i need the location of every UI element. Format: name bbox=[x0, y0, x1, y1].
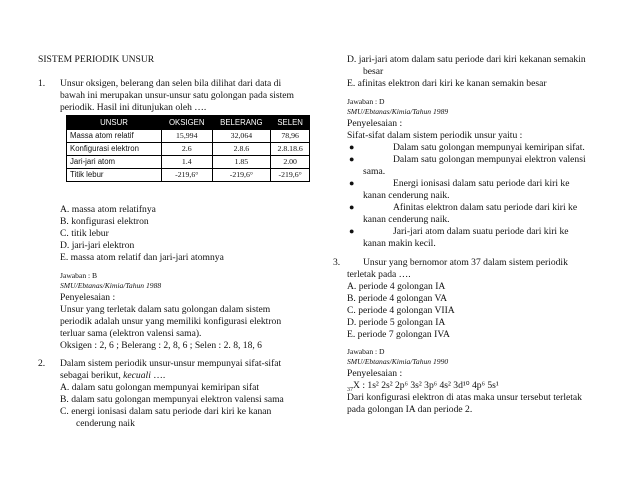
question-2-line-2a: sebagai berikut, bbox=[60, 370, 121, 381]
question-2-line-1: Dalam sistem periodik unsur-unsur mempunyai sifat-sifat bbox=[60, 358, 282, 369]
question-3-line-2: terletak pada …. bbox=[347, 269, 411, 280]
bullet-icon: ● bbox=[349, 142, 355, 152]
question-3-option-a: A. periode 4 golongan IA bbox=[347, 281, 446, 292]
question-2-solution-intro: Sifat-sifat dalam sistem periodik unsur yaitu : bbox=[347, 130, 523, 141]
question-3-option-b: B. periode 4 golongan VA bbox=[347, 293, 448, 304]
question-1-option-d: D. jari-jari elektron bbox=[60, 240, 135, 251]
table-row bbox=[67, 156, 310, 169]
table-cell: 15,994 bbox=[162, 130, 213, 143]
question-2-number: 2. bbox=[38, 358, 46, 369]
table-cell: Jari-jari atom bbox=[67, 156, 162, 169]
table-cell: Titik lebur bbox=[67, 169, 162, 182]
question-1-solution-line: periodik adalah unsur yang memiliki konfigurasi elektron bbox=[60, 316, 282, 327]
table-cell: 1.4 bbox=[162, 156, 213, 169]
question-3-source: SMU/Ebtanas/Kimia/Tahun 1990 bbox=[347, 357, 449, 366]
question-3-line-1: Unsur yang bernomor atom 37 dalam sistem periodik bbox=[363, 257, 568, 268]
table-cell: 1.85 bbox=[212, 156, 271, 169]
solution-bullet: Jari-jari atom dalam suatu periode dari kiri ke bbox=[393, 226, 569, 237]
solution-bullet: Dalam satu golongan mempunyai elektron valensi bbox=[393, 154, 586, 165]
question-3-solution-title: Penyelesaian : bbox=[347, 368, 403, 379]
question-1-option-e: E. massa atom relatif dan jari-jari atomnya bbox=[60, 252, 224, 263]
question-1-solution-line: terluar sama (elektron valensi sama). bbox=[60, 328, 202, 339]
table-cell: Massa atom relatif bbox=[67, 130, 162, 143]
table-cell: 2.6 bbox=[162, 143, 213, 156]
solution-bullet-cont: kanan cenderung naik. bbox=[363, 190, 450, 201]
bullet-icon: ● bbox=[349, 226, 355, 236]
question-1-solution-title: Penyelesaian : bbox=[60, 292, 116, 303]
configuration-text: X : 1s² 2s² 2p⁶ 3s² 3p⁶ 4s² 3d¹⁰ 4p⁶ 5s¹ bbox=[353, 380, 499, 391]
table-cell: 32,064 bbox=[212, 130, 271, 143]
question-2-option-b: B. dalam satu golongan mempunyai elektron valensi sama bbox=[60, 394, 284, 405]
question-1-option-b: B. konfigurasi elektron bbox=[60, 216, 149, 227]
table-cell: -219,6° bbox=[212, 169, 271, 182]
table-cell: 2.8.6 bbox=[212, 143, 271, 156]
table-cell: 2.00 bbox=[271, 156, 310, 169]
solution-bullet: Dalam satu golongan mempunyai kemiripan sifat. bbox=[393, 142, 585, 153]
bullet-icon: ● bbox=[349, 154, 355, 164]
question-1-solution-line: Unsur yang terletak dalam satu golongan dalam sistem bbox=[60, 304, 271, 315]
question-1-answer: Jawaban : B bbox=[60, 271, 98, 280]
table-cell: -219,6° bbox=[271, 169, 310, 182]
solution-bullet-cont: kanan cenderung naik. bbox=[363, 214, 450, 225]
question-1-solution-line: Oksigen : 2, 6 ; Belerang : 2, 8, 6 ; Selen : 2. 8, 18, 6 bbox=[60, 340, 262, 351]
electron-configuration bbox=[347, 380, 499, 392]
question-1-option-c: C. titik lebur bbox=[60, 228, 109, 239]
element-data-table bbox=[66, 115, 310, 182]
question-2-option-a: A. dalam satu golongan mempunyai kemiripan sifat bbox=[60, 382, 260, 393]
table-header: BELERANG bbox=[212, 116, 271, 130]
question-2-option-d-cont: besar bbox=[363, 66, 384, 77]
table-cell: 2.8.18.6 bbox=[271, 143, 310, 156]
question-3-solution-line: Dari konfigurasi elektron di atas maka unsur tersebut terletak bbox=[347, 392, 582, 403]
solution-bullet-cont: sama. bbox=[363, 166, 386, 177]
question-3-solution-line: pada golongan IA dan periode 2. bbox=[347, 404, 473, 415]
question-1-number: 1. bbox=[38, 78, 46, 89]
question-3-option-d: D. periode 5 golongan IA bbox=[347, 317, 446, 328]
question-3-number: 3. bbox=[333, 257, 341, 268]
solution-bullet-cont: kanan makin kecil. bbox=[363, 238, 436, 249]
question-2-option-c: C. energi ionisasi dalam satu periode dari kiri ke kanan bbox=[60, 406, 272, 417]
bullet-icon: ● bbox=[349, 202, 355, 212]
table-header: UNSUR bbox=[67, 116, 162, 130]
bullet-icon: ● bbox=[349, 178, 355, 188]
question-2-option-c-cont: cenderung naik bbox=[76, 418, 135, 429]
table-row bbox=[67, 169, 310, 182]
table-row bbox=[67, 130, 310, 143]
question-2-solution-title: Penyelesaian : bbox=[347, 118, 403, 129]
question-2-option-e: E. afinitas elektron dari kiri ke kanan semakin besar bbox=[347, 78, 547, 89]
table-cell: Konfigurasi elektron bbox=[67, 143, 162, 156]
solution-bullet: Afinitas elektron dalam satu periode dari kiri ke bbox=[393, 202, 578, 213]
table-header: OKSIGEN bbox=[162, 116, 213, 130]
table-cell: -219,6° bbox=[162, 169, 213, 182]
question-2-line-2 bbox=[60, 370, 165, 382]
table-cell: 78,96 bbox=[271, 130, 310, 143]
section-heading: SISTEM PERIODIK UNSUR bbox=[38, 54, 155, 65]
question-2-source: SMU/Ebtanas/Kimia/Tahun 1989 bbox=[347, 107, 449, 116]
question-1-option-a: A. massa atom relatifnya bbox=[60, 204, 156, 215]
question-2-option-d: D. jari-jari atom dalam satu periode dari kiri kekanan semakin bbox=[347, 54, 586, 65]
question-1-line-2: bawah ini merupakan unsur-unsur satu golongan pada sistem bbox=[60, 90, 295, 101]
question-2-line-2c: …. bbox=[153, 370, 166, 381]
question-1-line-3: periodik. Hasil ini ditunjukan oleh …. bbox=[60, 102, 207, 113]
table-header: SELEN bbox=[271, 116, 310, 130]
question-3-option-c: C. periode 4 golongan VIIA bbox=[347, 305, 455, 316]
table-header-row bbox=[67, 116, 310, 130]
question-3-option-e: E. periode 7 golongan IVA bbox=[347, 329, 450, 340]
atomic-number: 37 bbox=[347, 386, 353, 393]
question-3-answer: Jawaban : D bbox=[347, 347, 385, 356]
question-2-emphasis: kecuali bbox=[123, 370, 151, 381]
table-row bbox=[67, 143, 310, 156]
question-2-answer: Jawaban : D bbox=[347, 97, 385, 106]
question-1-line-1: Unsur oksigen, belerang dan selen bila dilihat dari data di bbox=[60, 78, 282, 89]
question-1-source: SMU/Ebtanas/Kimia/Tahun 1988 bbox=[60, 281, 162, 290]
solution-bullet: Energi ionisasi dalam satu periode dari kiri ke bbox=[393, 178, 570, 189]
